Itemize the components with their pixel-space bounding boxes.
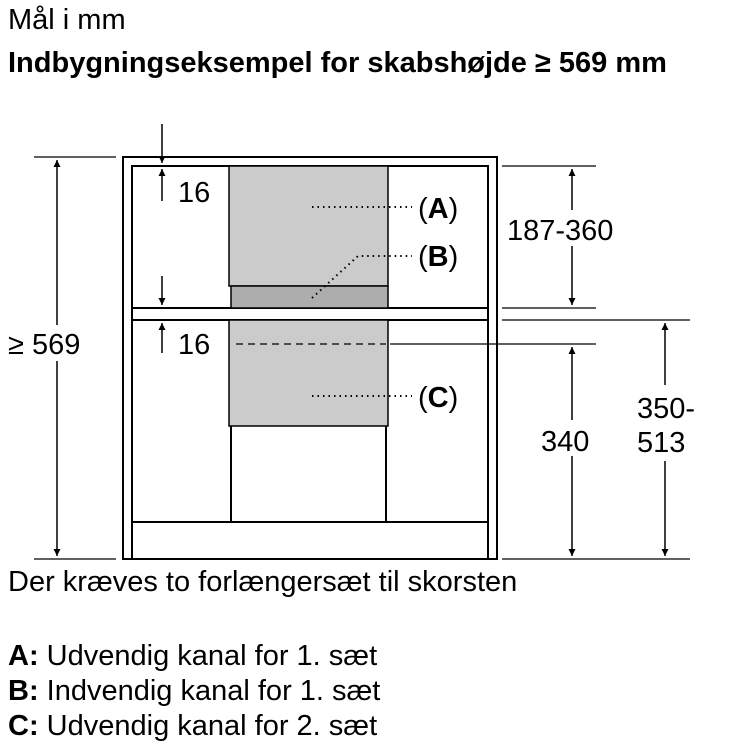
legend-key: A: <box>8 640 39 672</box>
callout-b-letter: B <box>427 241 449 273</box>
duct-b <box>231 286 388 308</box>
svg-text:(B): (B) <box>418 241 459 273</box>
legend-item-a <box>8 640 377 673</box>
callout-a-letter: A <box>427 193 449 225</box>
callout-c-letter: C <box>427 382 449 414</box>
duct-a <box>229 166 388 286</box>
dim-total-height-label: ≥ 569 <box>8 329 81 361</box>
callout-b <box>418 241 458 273</box>
dim-lower-value-label: 340 <box>541 426 590 458</box>
dim-top-gap-label: 16 <box>178 177 211 209</box>
chimney-note: Der kræves to forlængersæt til skorsten <box>8 566 518 598</box>
dim-middle-gap-label: 16 <box>178 329 211 361</box>
legend-text: Udvendig kanal for 2. sæt <box>38 710 378 742</box>
dim-lower-range-label-line2: 513 <box>637 427 686 459</box>
callout-a <box>418 193 458 225</box>
duct-c <box>229 320 388 426</box>
dim-upper-range-label: 187-360 <box>507 215 614 247</box>
legend-item-c <box>8 710 377 743</box>
svg-text:(C): (C) <box>418 382 459 414</box>
diagram-title: Indbygningseksempel for skabshøjde ≥ 569 mm <box>8 47 667 79</box>
dim-lower-range-label-line1: 350- <box>637 393 696 425</box>
svg-text:(A): (A) <box>418 193 459 225</box>
legend-text: Indvendig kanal for 1. sæt <box>38 675 381 707</box>
legend-item-b <box>8 675 380 708</box>
unit-label: Mål i mm <box>8 4 126 36</box>
legend-key: B: <box>8 675 39 707</box>
legend-key: C: <box>8 710 39 742</box>
legend-text: Udvendig kanal for 1. sæt <box>38 640 378 672</box>
hood-body <box>132 426 488 559</box>
callout-c <box>418 382 458 414</box>
